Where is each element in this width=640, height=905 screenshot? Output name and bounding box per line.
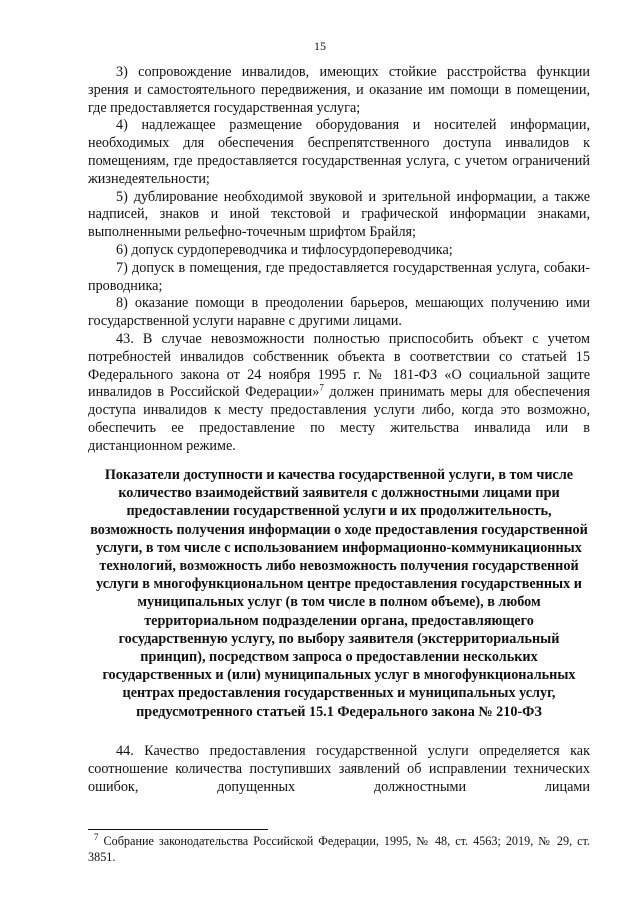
paragraph-43 — [88, 331, 590, 456]
paragraph-item-4: 4) надлежащее размещение оборудования и носителей информации, необходимых для обеспечения беспрепятственного доступа инвалидов к помещениям, где предоставляется государственная услуга, с учетом ограничений жизнедеятельности; — [88, 117, 590, 187]
paragraph-43-end: должен принимать меры для обеспечения доступа инвалидов к месту предоставления услуги либо, когда это возможно, обеспечить ее предоставление по месту жительства инвалида или в дистанционном режиме. — [88, 384, 590, 454]
page-number: 15 — [314, 39, 326, 53]
footnote — [88, 831, 590, 865]
paragraph-item-3: 3) сопровождение инвалидов, имеющих стойкие расстройства функции зрения и самостоятельного передвижения, и оказание им помощи в помещении, где предоставляется государственная услуга; — [88, 64, 590, 116]
body-text-continued — [88, 743, 590, 796]
paragraph-item-5: 5) дублирование необходимой звуковой и зрительной информации, а также надписей, знаков и иной текстовой и графической информации знаками, выполненными рельефно-точечным шрифтом Брайля; — [88, 188, 590, 241]
paragraph-item-8: 8) оказание помощи в преодолении барьеров, мешающих получению ими государственной услуги наравне с другими лицами. — [88, 295, 590, 330]
footnote-text: Собрание законодательства Российской Федерации, 1995, № 48, ст. 4563; 2019, № 29, ст. 3851. — [88, 834, 590, 864]
section-heading: Показатели доступности и качества государственной услуги, в том числе количество взаимодействий заявителя с должностными лицами при предоставлении государственной услуги и их продолжительность, возможность получения информации о ходе предоставления государственной услуги, в том числе с использованием информационно-коммуникационных технологий, возможность либо невозможность получения государственной услуги в многофункциональном центре предоставления государственных и муниципальных услуг (в том числе в полном объеме), в любом территориальном подразделении органа, предоставляющего государственную услугу, по выбору заявителя (экстерриториальный принцип), посредством запроса о предоставлении нескольких государственных и (или) муниципальных услуг в многофункциональных центрах предоставления государственных и муниципальных услуг, предусмотренного статьей 15.1 Федерального закона № 210-ФЗ — [90, 467, 588, 720]
body-text — [88, 64, 590, 456]
paragraph-44: 44. Качество предоставления государственной услуги определяется как соотношение количества поступивших заявлений об исправлении технических ошибок, допущенных должностными лицами — [88, 743, 590, 795]
paragraph-item-6: 6) допуск сурдопереводчика и тифлосурдопереводчика; — [116, 241, 453, 258]
footnote-reference: 7 — [319, 382, 324, 393]
footnote-marker: 7 — [94, 831, 99, 842]
paragraph-43-start: 43. В случае невозможности полностью приспособить объект с учетом потребностей инвалидов собственник объекта в соответствии со статьей 15 Федерального закона от 24 ноября 1995 г. № 181-ФЗ «О социальной защите инвалидов в Российской Федерации» — [88, 330, 590, 401]
paragraph-item-7: 7) допуск в помещения, где предоставляется государственная услуга, собаки-проводника; — [88, 259, 590, 294]
footnote-divider — [88, 829, 268, 830]
